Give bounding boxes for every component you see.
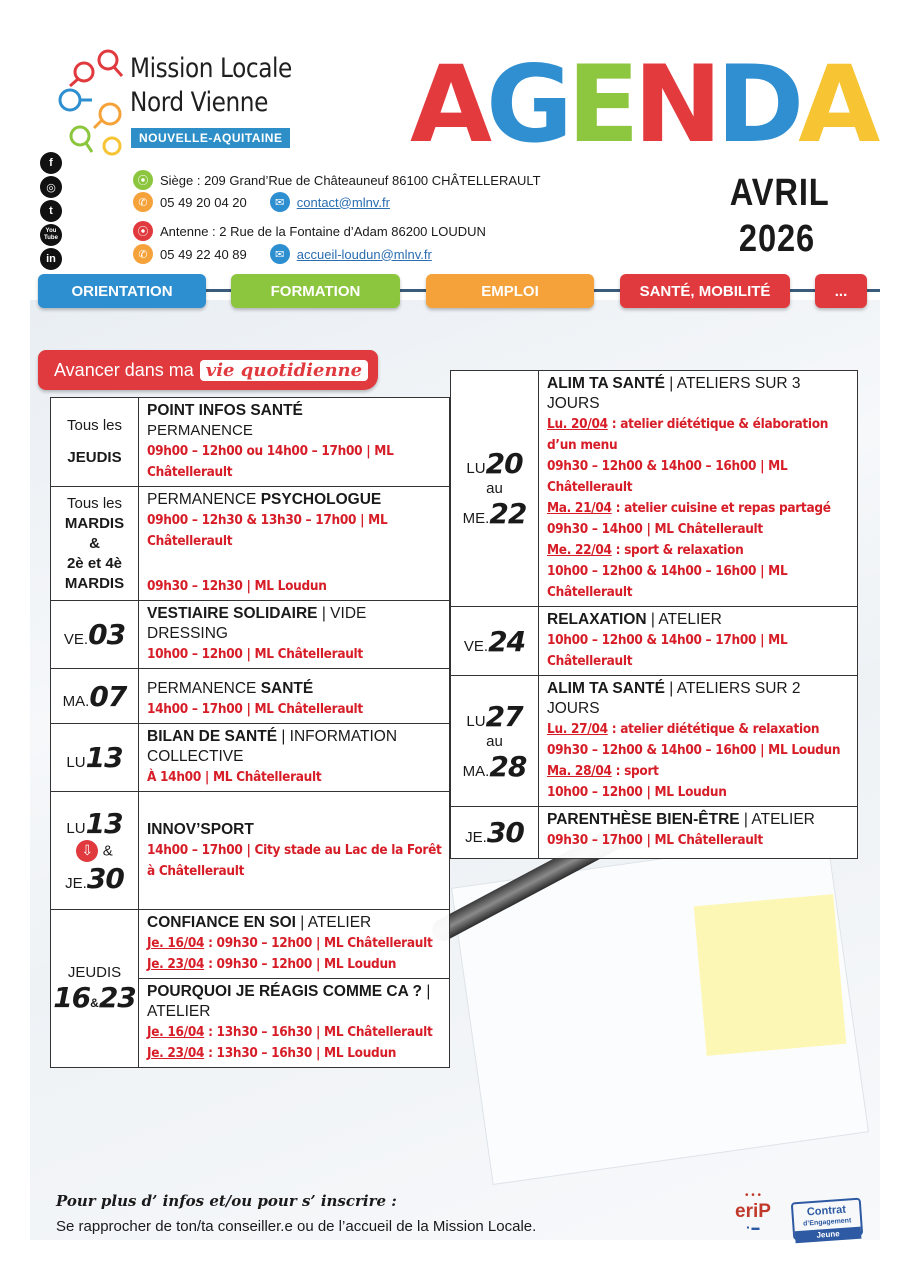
event-title: PARENTHÈSE BIEN-ÊTRE <box>547 811 740 828</box>
event-cell <box>139 601 450 669</box>
section-header <box>38 350 378 390</box>
linkedin-icon[interactable]: in <box>40 248 62 270</box>
event-cell <box>139 792 450 910</box>
event-title: CONFIANCE EN SOI <box>147 914 296 931</box>
session-date: Lu. 20/04 <box>547 416 608 432</box>
month-label: AVRIL <box>729 172 830 214</box>
day-number: 27 <box>485 699 523 733</box>
phone-icon: ✆ <box>133 244 153 264</box>
day-number: 07 <box>89 679 127 713</box>
event-title: INNOV’SPORT <box>147 820 254 838</box>
weekday: ME. <box>462 510 490 527</box>
event-schedule: : 09h30 – 12h00 | ML Châtellerault <box>204 935 433 951</box>
event-cell <box>539 807 858 859</box>
day-number: 22 <box>489 497 527 530</box>
org-name-line1: Mission Locale <box>130 53 292 84</box>
twitter-icon[interactable]: t <box>40 200 62 222</box>
event-title: POURQUOI JE RÉAGIS COMME CA ? <box>147 983 423 1000</box>
event-schedule: : 09h30 – 12h00 | ML Loudun <box>204 956 397 972</box>
tab-sante-mobilite[interactable]: SANTÉ, MOBILITÉ <box>620 274 790 308</box>
date-cell <box>51 398 139 487</box>
siege-email-link[interactable]: contact@mlnv.fr <box>296 194 390 210</box>
cej-line3: Jeune <box>795 1227 862 1244</box>
event-cell <box>139 979 450 1068</box>
weekday: JE. <box>65 874 87 892</box>
day-number: 30 <box>486 816 524 849</box>
event-cell <box>139 724 450 792</box>
youtube-icon[interactable]: You Tube <box>40 224 62 246</box>
session-date: Je. 23/04 <box>147 956 205 972</box>
table-row <box>451 807 858 859</box>
organization-name <box>130 52 292 120</box>
day-number: 24 <box>488 624 526 658</box>
event-schedule: À 14h00 | ML Châtellerault <box>147 769 322 785</box>
section-prefix: Avancer dans ma <box>54 359 194 380</box>
event-title: PERMANENCE <box>147 680 261 697</box>
event-schedule: 10h00 – 12h00 & 14h00 – 16h00 | ML Châtellerault <box>547 563 788 600</box>
event-schedule: 09h30 – 17h00 | ML Châtellerault <box>547 832 763 848</box>
event-schedule: : 13h30 – 16h30 | ML Loudun <box>204 1045 397 1061</box>
email-icon: ✉ <box>270 192 290 212</box>
event-category: | ATELIER <box>147 983 431 1020</box>
date-text: Tous les <box>66 494 123 512</box>
session-date: Je. 16/04 <box>147 1024 205 1040</box>
date-text: MARDIS <box>64 514 125 532</box>
session-date: Ma. 21/04 <box>547 500 612 516</box>
tab-orientation[interactable]: ORIENTATION <box>38 274 206 308</box>
session-topic: : atelier diététique & relaxation <box>607 721 820 737</box>
session-date: Lu. 27/04 <box>547 721 608 737</box>
cej-line1: Contrat <box>806 1203 847 1219</box>
facebook-icon[interactable]: f <box>40 152 62 174</box>
antenne-address <box>133 221 486 241</box>
date-text: 2è et 4è <box>66 554 123 572</box>
event-schedule: 09h30 – 12h30 | ML Loudun <box>147 578 327 594</box>
erip-logo-text: eriP <box>735 1201 771 1222</box>
day-number: 13 <box>85 806 123 840</box>
date-cell <box>51 792 139 910</box>
right-agenda-table <box>450 370 858 859</box>
antenne-email-link[interactable]: accueil-loudun@mlnv.fr <box>296 246 432 262</box>
event-schedule: 09h00 – 12h00 ou 14h00 – 17h00 | ML Châtellerault <box>147 443 394 480</box>
location-pin-icon: ⦿ <box>133 170 153 190</box>
weekday: JE. <box>465 829 487 846</box>
event-schedule: 09h00 – 12h30 & 13h30 – 17h00 | ML Châtellerault <box>147 512 388 549</box>
weekday: LU <box>466 460 486 477</box>
phone-icon: ✆ <box>133 192 153 212</box>
weekday: MA. <box>62 692 90 710</box>
org-name-line2: Nord Vienne <box>130 87 268 118</box>
session-date: Je. 23/04 <box>147 1045 205 1061</box>
erip-logo: • • • eriP ▪ ▬ <box>728 1190 778 1248</box>
event-schedule: 10h00 – 12h00 | ML Châtellerault <box>147 646 363 662</box>
title-letter: N <box>633 43 717 166</box>
event-title: POINT INFOS SANTÉ <box>147 402 303 419</box>
antenne-phone: 05 49 22 40 89 <box>160 246 247 262</box>
event-title: BILAN DE SANTÉ <box>147 728 278 745</box>
event-category: | INFORMATION COLLECTIVE <box>147 728 398 765</box>
download-icon[interactable]: ⇩ <box>76 840 98 862</box>
social-icons <box>40 152 62 272</box>
siege-phone: 05 49 20 04 20 <box>160 194 247 210</box>
region-badge: NOUVELLE-AQUITAINE <box>131 128 290 148</box>
session-topic: : sport & relaxation <box>611 542 744 558</box>
event-schedule: : 13h30 – 16h30 | ML Châtellerault <box>204 1024 433 1040</box>
date-text: MARDIS <box>64 574 125 592</box>
event-cell <box>139 669 450 724</box>
table-row <box>51 398 450 487</box>
weekday: LU <box>466 712 486 730</box>
table-row <box>51 601 450 669</box>
event-subtitle: PERMANENCE <box>147 422 253 439</box>
contrat-engagement-jeune-logo <box>791 1198 863 1241</box>
title-letter: A <box>410 43 487 166</box>
table-row <box>451 607 858 676</box>
event-cell <box>539 371 858 607</box>
weekday: VE. <box>63 631 89 648</box>
event-schedule: 14h00 – 17h00 | ML Châtellerault <box>147 701 363 717</box>
day-number: 03 <box>88 618 126 651</box>
session-topic: : atelier diététique & élaboration d’un menu <box>547 416 829 453</box>
weekday: VE. <box>463 637 489 655</box>
day-number: 16 <box>53 980 91 1014</box>
table-row <box>451 676 858 807</box>
weekday: LU <box>66 754 86 771</box>
mission-locale-logo <box>50 42 130 167</box>
title-letter: E <box>567 43 634 166</box>
day-number: 28 <box>489 749 527 783</box>
siege-address-text: Siège : 209 Grand’Rue de Châteauneuf 86100 CHÂTELLERAULT <box>160 172 541 188</box>
antenne-contact <box>133 244 432 264</box>
month-year <box>729 170 830 262</box>
year-label: 2026 <box>738 218 816 260</box>
session-topic: : sport <box>611 763 659 779</box>
event-cell <box>539 607 858 676</box>
range-word: au <box>486 480 503 497</box>
table-row <box>51 910 450 979</box>
event-title: ALIM TA SANTÉ <box>547 680 665 697</box>
date-cell <box>451 607 539 676</box>
title-letter: A <box>798 43 875 166</box>
event-cell <box>139 398 450 487</box>
footer-info-heading: Pour plus d’ infos et/ou pour s’ inscrire : <box>56 1192 397 1210</box>
event-schedule: 09h30 – 14h00 | ML Châtellerault <box>547 521 763 537</box>
event-category: | ATELIERS SUR 2 JOURS <box>547 680 801 717</box>
location-pin-icon: ⦿ <box>133 221 153 241</box>
event-cell <box>539 676 858 807</box>
event-category: | ATELIER <box>646 611 722 628</box>
event-schedule: 10h00 – 12h00 & 14h00 – 17h00 | ML Châtellerault <box>547 632 788 669</box>
date-cell <box>51 669 139 724</box>
ampersand: & <box>90 995 99 1010</box>
weekday: MA. <box>462 762 490 780</box>
date-cell <box>51 487 139 601</box>
left-agenda-table <box>50 397 450 1068</box>
tab-more[interactable]: ... <box>815 274 867 308</box>
date-cell <box>451 676 539 807</box>
session-date: Je. 16/04 <box>147 935 205 951</box>
day-number: 23 <box>98 980 136 1014</box>
cej-line2: d’Engagement <box>802 1217 852 1228</box>
event-schedule: 09h30 – 12h00 & 14h00 – 16h00 | ML Loudun <box>547 742 841 758</box>
tab-formation[interactable]: FORMATION <box>231 274 400 308</box>
ampersand: & <box>102 842 113 859</box>
title-letter: D <box>716 43 799 166</box>
date-cell <box>51 910 139 1068</box>
antenne-address-text: Antenne : 2 Rue de la Fontaine d’Adam 86200 LOUDUN <box>160 223 486 239</box>
footer-info-text: Se rapprocher de ton/ta conseiller.e ou de l’accueil de la Mission Locale. <box>56 1218 537 1235</box>
date-cell <box>451 371 539 607</box>
day-number: 20 <box>485 447 523 480</box>
weekday: JEUDIS <box>67 963 122 981</box>
instagram-icon[interactable]: ◎ <box>40 176 62 198</box>
session-date: Me. 22/04 <box>547 542 612 558</box>
event-title: PERMANENCE <box>147 491 261 508</box>
event-schedule: 14h00 – 17h00 | City stade au Lac de la Forêt à Châtellerault <box>147 841 442 879</box>
siege-contact <box>133 192 390 212</box>
day-number: 30 <box>86 861 124 895</box>
event-title-emphasis: PSYCHOLOGUE <box>260 491 382 508</box>
event-category: | ATELIER <box>739 811 815 828</box>
title-letter: G <box>486 43 568 166</box>
event-title: ALIM TA SANTÉ <box>547 375 665 392</box>
session-date: Ma. 28/04 <box>547 763 612 779</box>
weekday: LU <box>66 819 86 837</box>
background-sticky-note <box>694 894 847 1056</box>
day-number: 13 <box>85 741 123 774</box>
event-category: | VIDE DRESSING <box>147 605 367 642</box>
event-cell <box>139 910 450 979</box>
agenda-title <box>410 43 875 166</box>
table-row <box>451 371 858 607</box>
event-cell <box>139 487 450 601</box>
table-row <box>51 792 450 910</box>
table-row <box>51 724 450 792</box>
event-category: | ATELIERS SUR 3 JOURS <box>547 375 801 412</box>
tab-emploi[interactable]: EMPLOI <box>426 274 594 308</box>
event-title: VESTIAIRE SOLIDAIRE <box>147 605 318 622</box>
session-topic: : atelier cuisine et repas partagé <box>611 500 831 516</box>
section-highlight: vie quotidienne <box>200 360 368 381</box>
siege-address <box>133 170 541 190</box>
event-title: RELAXATION <box>547 611 647 628</box>
date-text: & <box>89 534 100 552</box>
event-category: | ATELIER <box>295 914 372 931</box>
range-word: au <box>486 732 503 750</box>
date-cell <box>51 601 139 669</box>
table-row <box>51 487 450 601</box>
email-icon: ✉ <box>270 244 290 264</box>
date-cell <box>51 724 139 792</box>
event-schedule: 09h30 – 12h00 & 14h00 – 16h00 | ML Châtellerault <box>547 458 788 495</box>
event-title-emphasis: SANTÉ <box>260 680 314 697</box>
date-cell <box>451 807 539 859</box>
date-text: JEUDIS <box>67 449 122 466</box>
table-row <box>51 669 450 724</box>
date-text: Tous les <box>66 417 123 434</box>
event-schedule: 10h00 – 12h00 | ML Loudun <box>547 784 727 800</box>
